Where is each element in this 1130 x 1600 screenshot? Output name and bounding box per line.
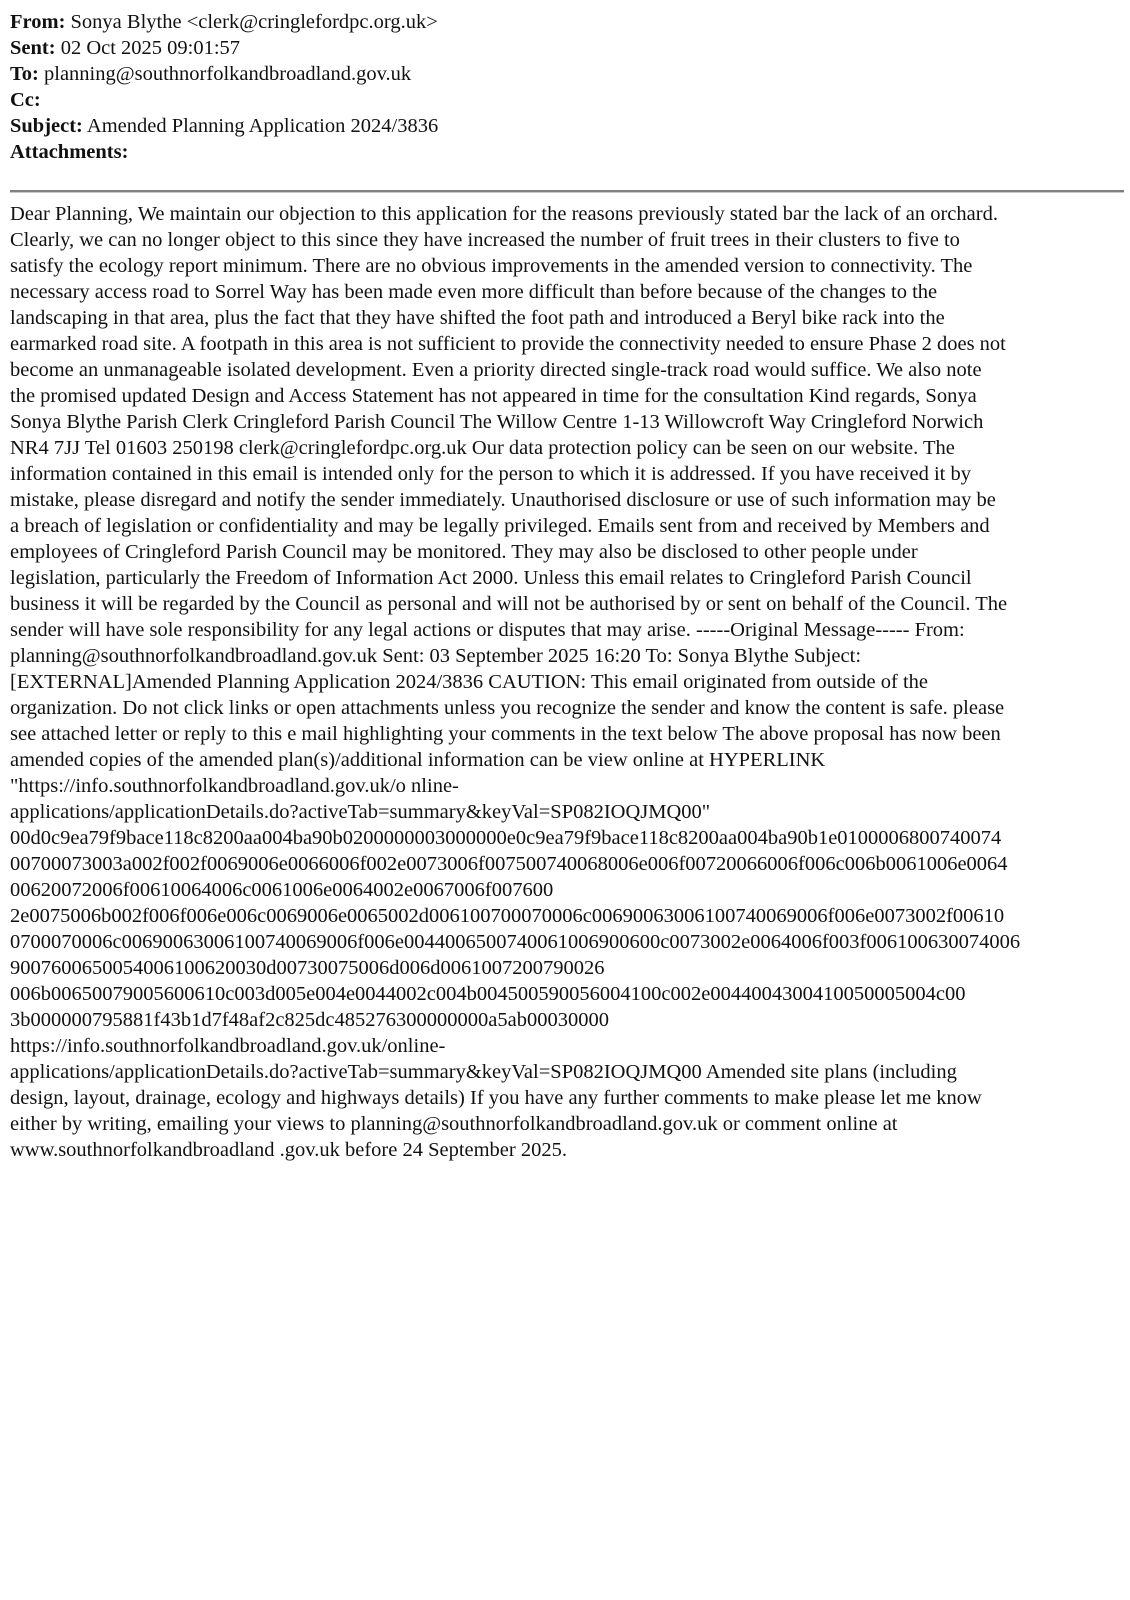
email-header (10, 9, 1124, 165)
attachments-row (10, 139, 1124, 165)
body-line: Dear Planning, We maintain our objection to this application for the reasons previously stated bar the lack of an orchard. (10, 203, 998, 225)
body-line: business it will be regarded by the Council as personal and will not be authorised by or sent on behalf of the Council. The (10, 593, 1008, 615)
body-line: mistake, please disregard and notify the sender immediately. Unauthorised disclosure or use of such information may be (10, 489, 996, 511)
cc-row (10, 87, 1124, 113)
subject-row (10, 113, 1124, 139)
cc-label: Cc: (10, 89, 41, 111)
body-line: 006b00650079005600610c003d005e004e0044002c004b004500590056004100c002e0044004300410050005004c00 (10, 983, 966, 1005)
body-line: applications/applicationDetails.do?activeTab=summary&keyVal=SP082IOQJMQ00 Amended site plans (including (10, 1061, 957, 1083)
sent-label: Sent: (10, 37, 56, 59)
body-line: NR4 7JJ Tel 01603 250198 clerk@cringlefordpc.org.uk Our data protection policy can be seen on our website. The (10, 437, 955, 459)
from-value: Sonya Blythe <clerk@cringlefordpc.org.uk> (70, 11, 438, 33)
from-label: From: (10, 11, 66, 33)
body-line: become an unmanageable isolated development. Even a priority directed single-track road would suffice. We also note (10, 359, 982, 381)
to-value: planning@southnorfolkandbroadland.gov.uk (44, 63, 412, 85)
body-line: https://info.southnorfolkandbroadland.gov.uk/online- (10, 1035, 446, 1057)
from-row (10, 9, 1124, 35)
body-line: necessary access road to Sorrel Way has been made even more difficult than before because of the changes to the (10, 281, 938, 303)
body-line: 0700070006c00690063006100740069006f006e0044006500740061006900600c0073002e0064006f003f006100630074006 (10, 931, 1021, 953)
body-line: "https://info.southnorfolkandbroadland.gov.uk/o nline- (10, 775, 459, 797)
body-line: a breach of legislation or confidentiality and may be legally privileged. Emails sent from and received by Members and (10, 515, 990, 537)
header-divider (10, 190, 1124, 193)
body-line: 00d0c9ea79f9bace118c8200aa004ba90b0200000003000000e0c9ea79f9bace118c8200aa004ba90b1e0100006800740074 (10, 827, 1002, 849)
sent-row (10, 35, 1124, 61)
to-row (10, 61, 1124, 87)
sent-value: 02 Oct 2025 09:01:57 (60, 37, 241, 59)
subject-value: Amended Planning Application 2024/3836 (86, 115, 439, 137)
body-line: landscaping in that area, plus the fact that they have shifted the foot path and introduced a Beryl bike rack into the (10, 307, 945, 329)
to-label: To: (10, 63, 39, 85)
body-line: information contained in this email is intended only for the person to which it is addressed. If you have received it by (10, 463, 971, 485)
body-line: see attached letter or reply to this e mail highlighting your comments in the text below The above proposal has now been (10, 723, 1001, 745)
body-line: legislation, particularly the Freedom of Information Act 2000. Unless this email relates to Cringleford Parish Council (10, 567, 972, 589)
body-line: applications/applicationDetails.do?activeTab=summary&keyVal=SP082IOQJMQ00" (10, 801, 711, 823)
body-line: Sonya Blythe Parish Clerk Cringleford Parish Council The Willow Centre 1-13 Willowcroft Way Cringleford Norwich (10, 411, 984, 433)
body-line: amended copies of the amended plan(s)/additional information can be view online at HYPERLINK (10, 749, 826, 771)
body-line: 00620072006f00610064006c0061006e0064002e0067006f007600 (10, 879, 554, 901)
body-line: employees of Cringleford Parish Council may be monitored. They may also be disclosed to other people under (10, 541, 918, 563)
body-line: either by writing, emailing your views to planning@southnorfolkandbroadland.gov.uk or comment online at (10, 1113, 898, 1135)
body-line: sender will have sole responsibility for any legal actions or disputes that may arise. -----Original Message----- From: (10, 619, 965, 641)
email-body (10, 201, 1124, 1163)
body-line: earmarked road site. A footpath in this area is not sufficient to provide the connectivity needed to ensure Phase 2 does not (10, 333, 1006, 355)
email-printout (10, 9, 1124, 1163)
attachments-label: Attachments: (10, 141, 129, 163)
body-line: www.southnorfolkandbroadland .gov.uk before 24 September 2025. (10, 1139, 567, 1161)
body-line: organization. Do not click links or open attachments unless you recognize the sender and know the content is safe. please (10, 697, 1005, 719)
body-line: [EXTERNAL]Amended Planning Application 2024/3836 CAUTION: This email originated from outside of the (10, 671, 928, 693)
body-line: design, layout, drainage, ecology and highways details) If you have any further comments to make please let me know (10, 1087, 982, 1109)
body-line: 3b000000795881f43b1d7f48af2c825dc485276300000000a5ab00030000 (10, 1009, 609, 1031)
body-line: planning@southnorfolkandbroadland.gov.uk Sent: 03 September 2025 16:20 To: Sonya Blythe Subject: (10, 645, 862, 667)
body-line: 2e0075006b002f006f006e006c0069006e0065002d006100700070006c00690063006100740069006f006e0073002f00610 (10, 905, 1005, 927)
body-line: the promised updated Design and Access Statement has not appeared in time for the consultation Kind regards, Sonya (10, 385, 977, 407)
body-line: satisfy the ecology report minimum. There are no obvious improvements in the amended version to connectivity. The (10, 255, 973, 277)
body-line: Clearly, we can no longer object to this since they have increased the number of fruit trees in their clusters to five to (10, 229, 960, 251)
body-line: 00700073003a002f002f0069006e0066006f002e0073006f007500740068006e006f00720066006f006c006b0061006e0064 (10, 853, 1008, 875)
subject-label: Subject: (10, 115, 83, 137)
body-line: 9007600650054006100620030d00730075006d006d0061007200790026 (10, 957, 605, 979)
